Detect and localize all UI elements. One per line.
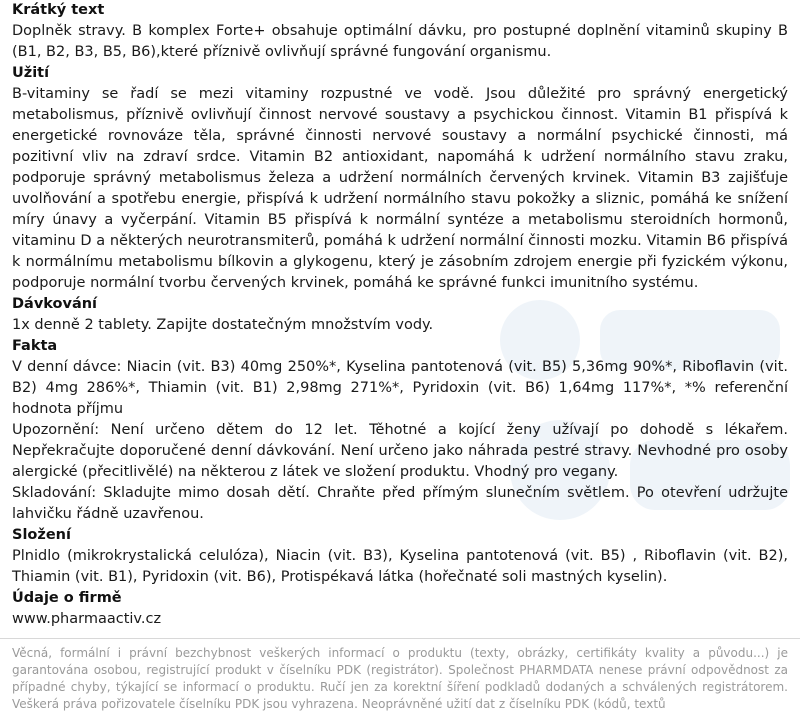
dosage-heading: Dávkování [12,296,98,312]
company-website: www.pharmaactiv.cz [12,611,162,627]
usage-body: B-vitaminy se řadí se mezi vitaminy rozpustné ve vodě. Jsou důležité pro správný energetický metabolismus, příznivě ovlivňují činnost nervové soustavy a psychickou činnost. Vitamin B1 přispívá k energetické rovnováze těla, správné činnosti nervové soustavy a normální psychické činnosti, má pozitivní vliv na zdraví srdce. Vitamin B2 antioxidant, napomáhá k udržení normálního stavu zraku, podporuje správný metabolismus železa a udržení normálních červených krvinek. Vitamin B3 zajišťuje uvolňování a spotřebu energie, přispívá k udržení normálního stavu pokožky a sliznic, pomáhá ke snížení míry únavy a vyčerpání. Vitamin B5 přispívá k normální syntéze a metabolismu steroidních hormonů, vitaminu D a některých neurotransmiterů, pomáhá k udržení normální činnosti mozku. Vitamin B6 přispívá k normálnímu metabolismu bílkovin a glykogenu, který je zásobním zdrojem energie při fyzickém výkonu, podporuje normální tvorbu červených krvinek, pomáhá ke správné funkci imunitního systému. [12,86,788,291]
facts-heading: Fakta [12,338,58,354]
disclaimer-text: Věcná, formální i právní bezchybnost veškerých informací o produktu (texty, obrázky, certifikáty kvality a původu...) je garantována osobou, registrující produkt v číselníku PDK (registrátor). Společnost PHARMDATA nenese právní odpovědnost za případné chyby, týkající se informací o produktu. Ručí jen za korektní šíření podkladů dodaných a schválených registrátorem. Veškerá práva pořizovatele číselníku PDK jsou vyhrazena. Neoprávněné užití dat z číselníku PDK (kódů, textů [12,646,788,711]
composition-body: Plnidlo (mikrokrystalická celulóza), Niacin (vit. B3), Kyselina pantotenová (vit. B5) , Riboflavin (vit. B2), Thiamin (vit. B1), Pyridoxin (vit. B6), Protispékavá látka (hořečnaté soli mastných kyselin). [12,548,788,585]
disclaimer-divider [0,638,800,639]
company-heading: Údaje o firmě [12,590,122,606]
short-text-body: Doplněk stravy. B komplex Forte+ obsahuje optimální dávku, pro postupné doplnění vitaminů skupiny B (B1, B2, B3, B5, B6),které příznivě ovlivňují správné fungování organismu. [12,23,788,60]
usage-heading: Užití [12,65,50,81]
facts-daily-dose: V denní dávce: Niacin (vit. B3) 40mg 250%*, Kyselina pantotenová (vit. B5) 5,36mg 90%*, Riboflavin (vit. B2) 4mg 286%*, Thiamin (vit. B1) 2,98mg 271%*, Pyridoxin (vit. B6) 1,64mg 117%*, *% referenční hodnota příjmu [12,359,788,417]
composition-heading: Složení [12,527,71,543]
facts-warning: Upozornění: Není určeno dětem do 12 let. Těhotné a kojící ženy užívají po dohodě s lékařem. Nepřekračujte doporučené denní dávkování. Není určeno jako náhrada pestré stravy. Nevhodné pro osoby alergické (přecitlivělé) na některou z látek ve složení produktu. Vhodný pro vegany. [12,422,788,480]
short-text-heading: Krátký text [12,2,105,18]
dosage-body: 1x denně 2 tablety. Zapijte dostatečným množstvím vody. [12,317,434,333]
facts-storage: Skladování: Skladujte mimo dosah dětí. Chraňte před přímým slunečním světlem. Po otevření udržujte lahvičku řádně uzavřenou. [12,485,788,522]
